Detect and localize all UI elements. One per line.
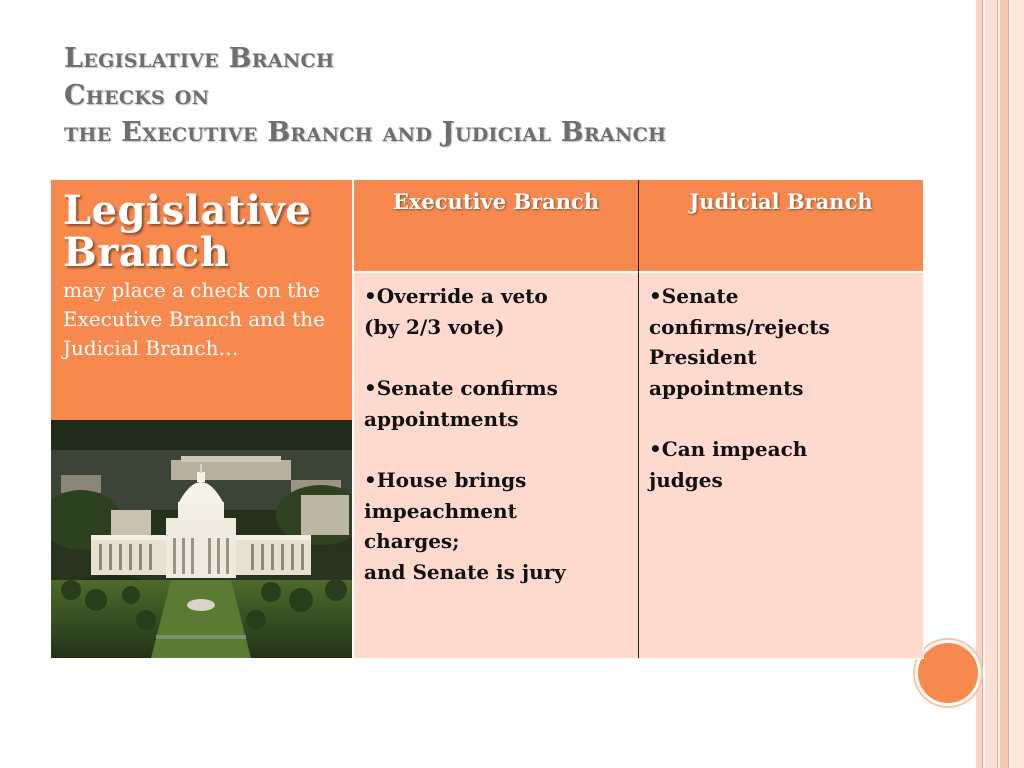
judicial-check-line: •Can impeach [649,437,808,461]
checks-table [353,179,924,659]
slide-title [64,40,924,151]
judicial-check-line: appointments [649,375,804,400]
title-line-3: the Executive Branch and Judicial Branch [64,117,667,148]
executive-check-line: and Senate is jury [364,559,566,584]
judicial-check-line: judges [649,467,723,492]
executive-check-line: (by 2/3 vote) [364,314,505,339]
legislative-heading-line-1: Legislative [63,187,312,234]
capitol-photo [51,420,352,658]
header-executive-label: Executive Branch [392,189,600,214]
legislative-heading [63,187,340,276]
decorative-stripes [976,0,1024,768]
title-line-2: Checks on [64,80,210,111]
header-executive [354,180,638,273]
judicial-checks-cell [639,273,923,658]
judicial-check-line: •Senate [649,284,739,308]
executive-check-line: impeachment [364,498,517,523]
column-divider [638,180,639,658]
decorative-circle [915,640,981,706]
executive-check-line: •Override a veto [364,284,548,308]
judicial-check-line: confirms/rejects [649,314,830,339]
title-line-1: Legislative Branch [64,43,335,74]
executive-check-line: appointments [364,406,519,431]
header-judicial-label: Judicial Branch [689,189,873,214]
legislative-panel [51,180,352,420]
executive-check-line: •Senate confirms [364,376,558,400]
judicial-check-line: President [649,345,757,369]
legislative-subtext: may place a check on the Executive Branch and the Judicial Branch… [63,278,325,360]
header-judicial [639,180,923,273]
executive-check-line: •House brings [364,468,527,492]
legislative-heading-line-2: Branch [63,229,230,276]
executive-checks-cell [354,273,638,658]
executive-check-line: charges; [364,529,460,553]
